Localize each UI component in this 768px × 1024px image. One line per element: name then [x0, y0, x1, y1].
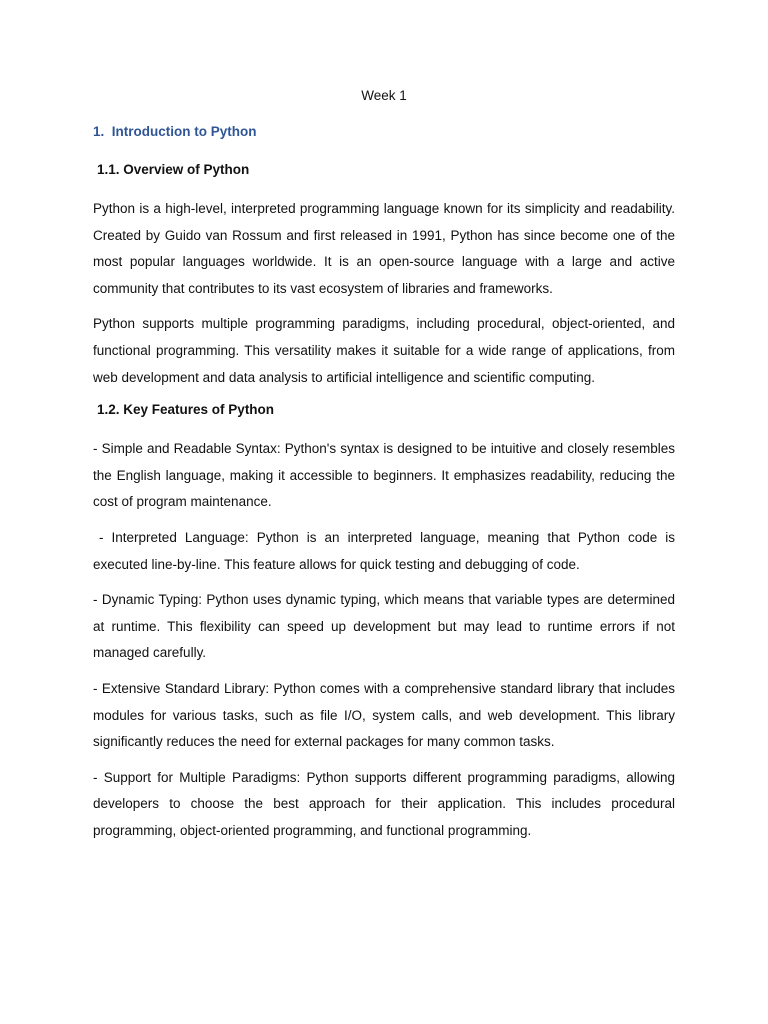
feature-simple-syntax: - Simple and Readable Syntax: Python's syntax is designed to be intuitive and closely resembles the English language, making it accessible to beginners. It emphasizes readability, reducing the cost of program maintenance.	[93, 441, 675, 510]
document-body	[93, 86, 675, 853]
feature-standard-library: - Extensive Standard Library: Python comes with a comprehensive standard library that includes modules for various tasks, such as file I/O, system calls, and web development. This library significantly reduces the need for external packages for many common tasks.	[93, 680, 675, 750]
feature-multiple-paradigms: - Support for Multiple Paradigms: Python supports different programming paradigms, allowing developers to choose the best approach for their application. This includes procedural programming, object-oriented programming, and functional programming.	[93, 769, 675, 838]
section-title: 1. Introduction to Python	[93, 124, 257, 139]
paragraph-overview-2: Python supports multiple programming paradigms, including procedural, object-oriented, and functional programming. This versatility makes it suitable for a wide range of applications, from web development and data analysis to artificial intelligence and scientific computing.	[93, 316, 675, 385]
paragraph-overview-1: Python is a high-level, interpreted programming language known for its simplicity and readability. Created by Guido van Rossum and first released in 1991, Python has since become one of the most popular languages worldwide. It is an open-source language with a large and active community that contributes to its vast ecosystem of libraries and frameworks.	[93, 201, 675, 296]
subsection-title-overview: 1.1. Overview of Python	[97, 162, 250, 177]
subsection-title-key-features: 1.2. Key Features of Python	[97, 402, 275, 418]
feature-interpreted: - Interpreted Language: Python is an interpreted language, meaning that Python code is executed line-by-line. This feature allows for quick testing and debugging of code.	[93, 529, 675, 572]
week-label: Week 1	[361, 88, 407, 103]
feature-dynamic-typing: - Dynamic Typing: Python uses dynamic typing, which means that variable types are determined at runtime. This flexibility can speed up development but may lead to runtime errors if not managed carefully.	[93, 592, 675, 661]
